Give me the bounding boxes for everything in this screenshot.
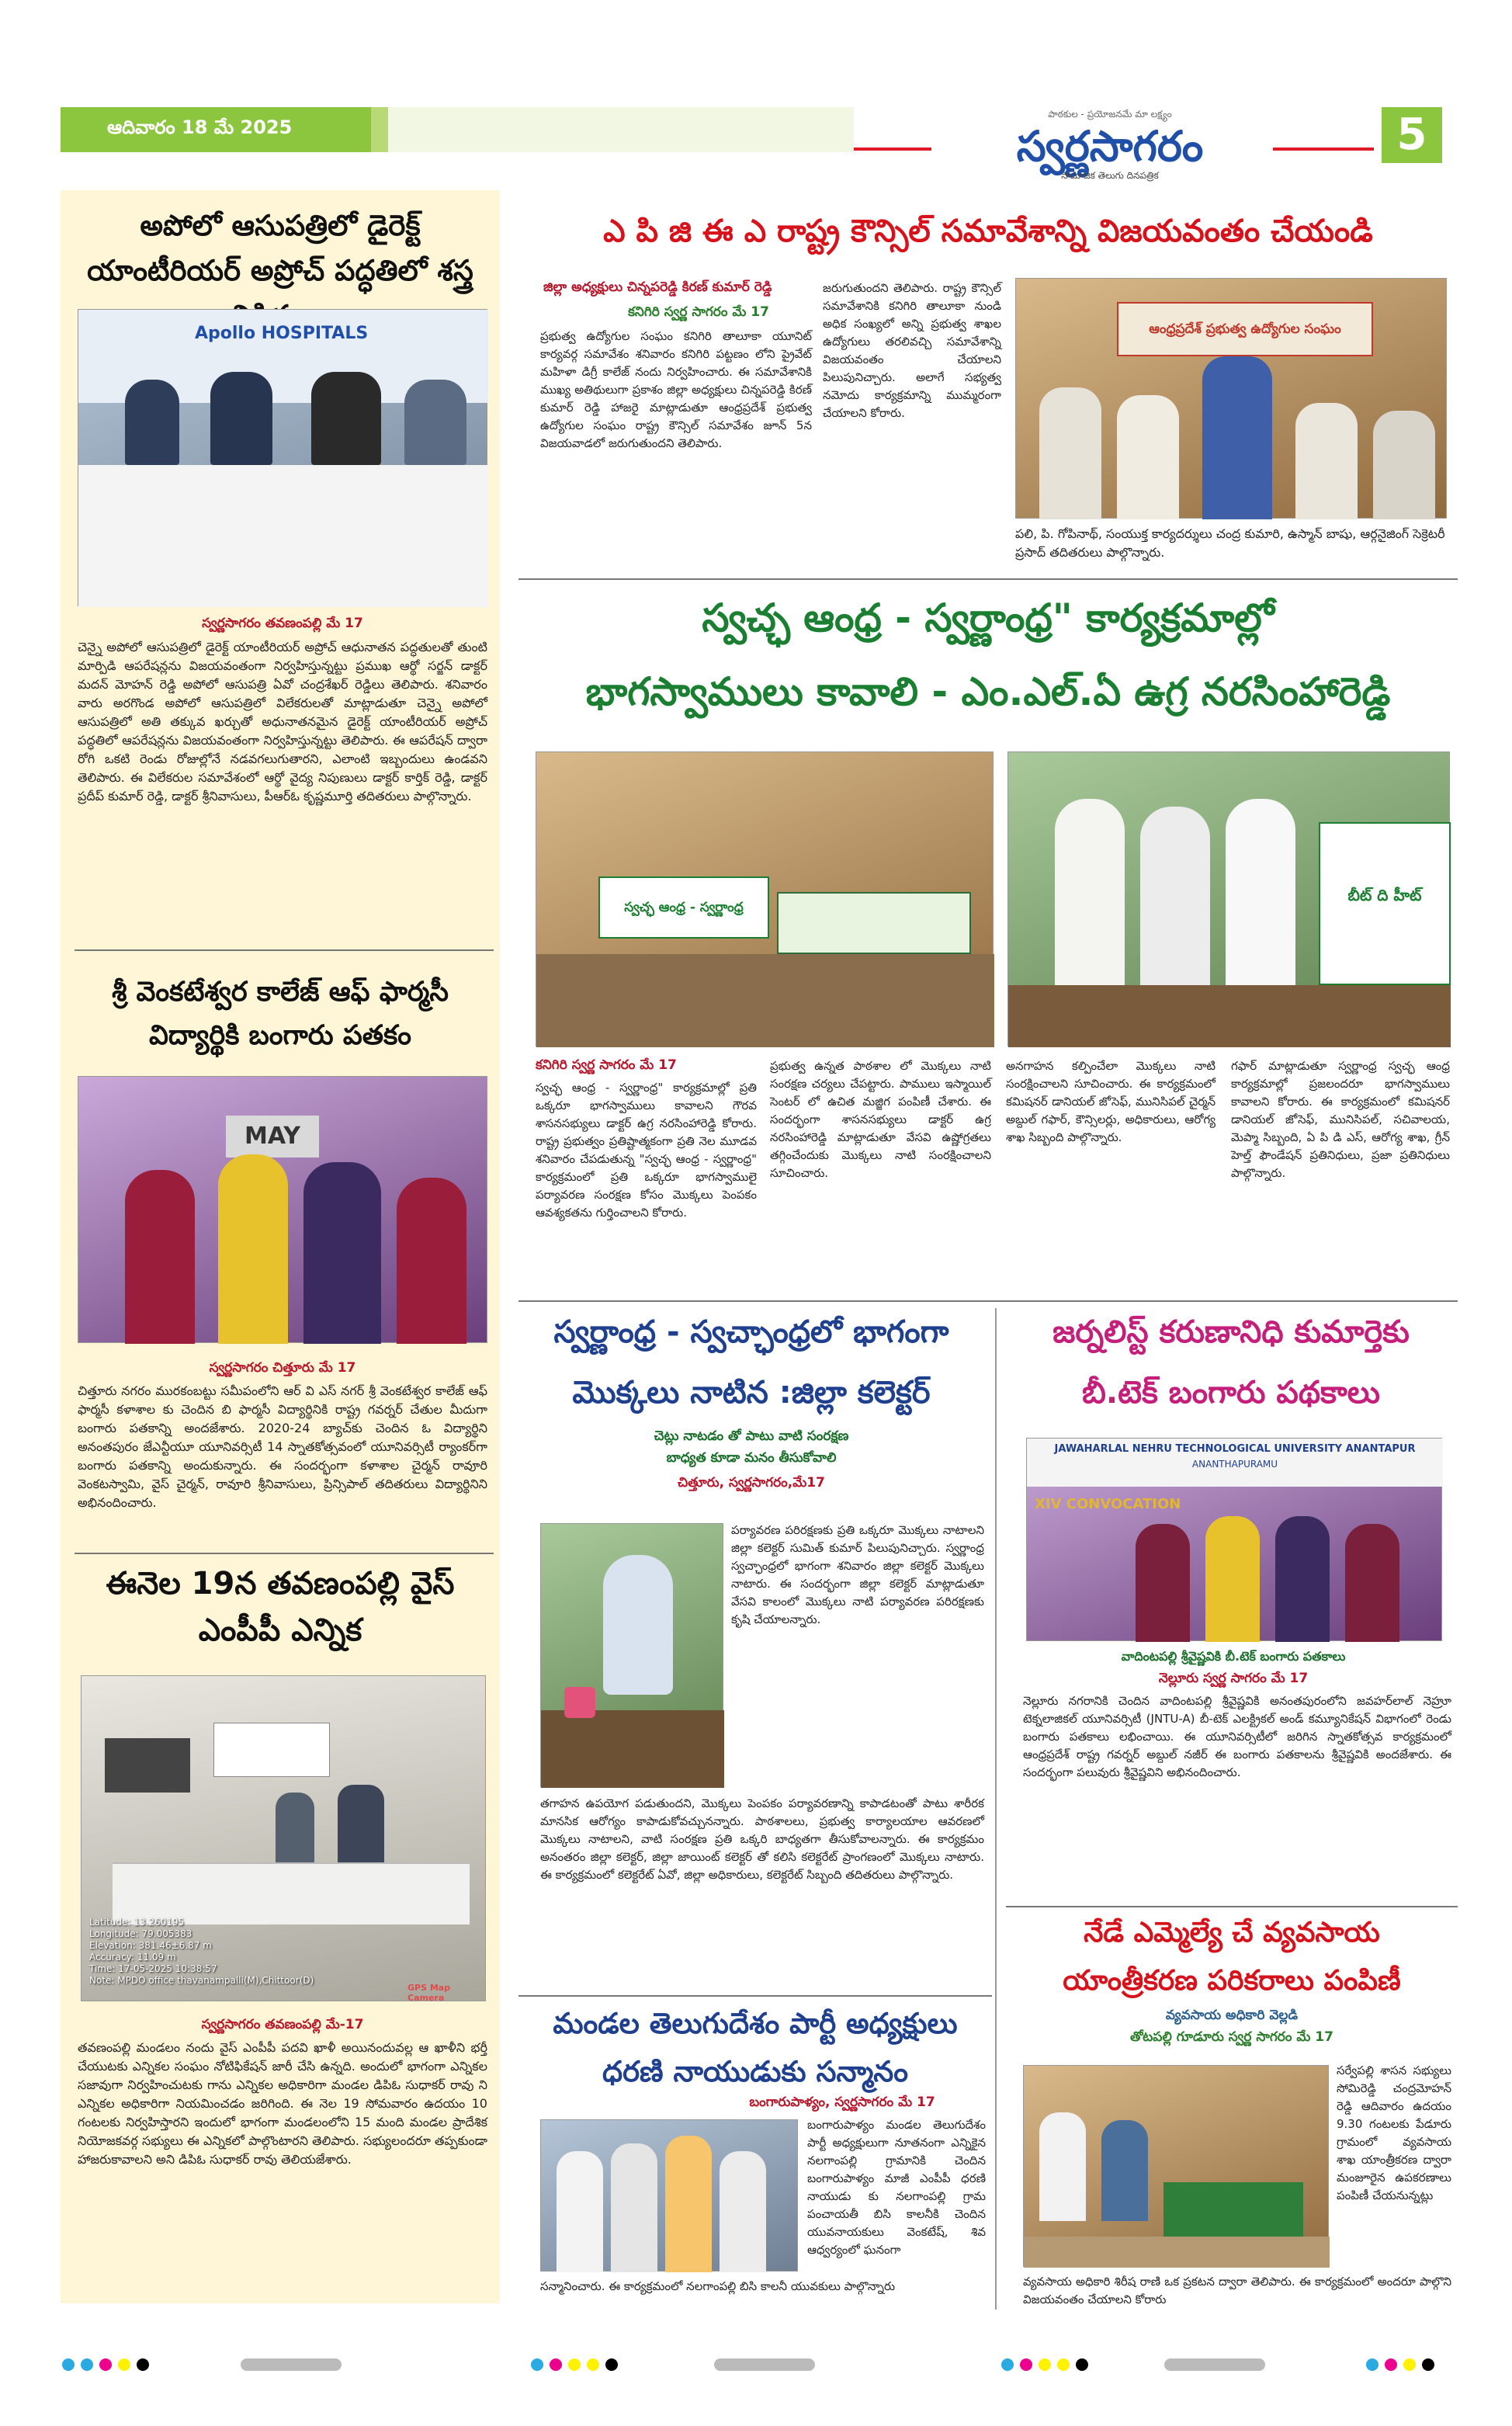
reg-bar [241,2358,342,2371]
reg-dot-magenta [550,2358,562,2371]
reg-dot-cyan [1001,2358,1014,2371]
gps-latitude: Latitude: 13.260195 [89,1917,185,1928]
person-silhouette [1055,799,1125,985]
pharmacy-body: చిత్తూరు నగరం మురకంబట్టు సమీపంలోని ఆర్ వి ఎస్ నగర్ శ్రీ వెంకటేశ్వర కాలేజ్ ఆఫ్ ఫార్మసీ కళాశాల కు చెందిన బి ఫార్మసీ విద్యార్థినికి రాష్ట్ర గవర్నర్ చేతుల మీదుగా బంగారు పతకాన్ని అందజేశారు. 2020-24 బ్యాచ్‌కు చెందిన ఓ విద్యార్థిని అనంతపురం జేఎన్టీయూ యూనివర్సిటీ 14 స్నాతకోత్సవంలో యూనివర్సిటీ ర్యాంకర్‌గా బంగారు పతకాన్ని అందుకున్నారు. ఈ సందర్భంగా కళాశాల చైర్మన్ రావూరి వెంకటస్వామి, వైస్ చైర్మన్, రావూరి శ్రీనివాసులు, ప్రిన్సిపాల్ తదితరులు విద్యార్థినిని అభినందించారు. [78,1383,487,1510]
swachh-body-col3: అనగాహన కల్పించేలా మొక్కలు నాటి సంరక్షించాలని సూచించారు. ఈ కార్యక్రమంలో కమిషనర్ డానియల్ జోసెఫ్, మునిసిపల్ చైర్మన్ అబ్దుల్ గఫార్, కౌన్సిలర్లు, అధికారులు, ఆరోగ్య శాఖ సిబ్బంది పాల్గొన్నారు. [1006,1059,1215,1144]
reg-dot-yellow [1403,2358,1416,2371]
person-silhouette [720,2151,766,2272]
divider [518,1995,992,1997]
gps-time: Time: 17-05-2025 10:38:57 [89,1963,217,1974]
election-body: తవణంపల్లి మండలం నందు వైస్ ఎంపీపీ పదవి ఖాళీ అయినందువల్ల ఆ ఖాళీని భర్తీ చేయుటకు ఎన్నికల సంఘం నోటిఫికేషన్ జారీ చేసి ఉన్నది. అందులో భాగంగా ఎన్నికల సజావుగా నిర్వహించుటకు గాను ఎన్నికల అధికారిగా మండల డిపిఓ సుధాకర్ రావు ని ఎన్నికల అధికారిగా నియమించడం జరిగింది. ఈ నెల 19 సోమవారం ఉదయం 10 గంటలకు నిర్వహిస్తారని ఇందులో భాగంగా మండలంలోని 15 మంది మండల ప్రాదేశిక నియోజకవర్గ సభ్యులు ఈ ఎన్నికలో పాల్గొంటారని తెలిపారు. సభ్యులందరూ తప్పకుండా హాజరుకావాలని అని డిపిఓ సుధాకర్ రావు తెలియజేశారు. [78,2040,487,2167]
rally-banner-secondary [777,892,971,954]
person-silhouette [1373,411,1435,519]
farm-headline-line1: నేడే ఎమ్మెల్యే చే వ్యవసాయ [1084,1917,1380,1949]
person-silhouette [1117,395,1179,519]
election-headline: ఈనెల 19న తవణంపల్లి వైస్ ఎంపీపీ ఎన్నిక [106,1566,455,1648]
divider [518,1300,1458,1302]
council-byline: కనిగిరి స్వర్ణ సాగరం మే 17 [628,304,769,320]
wall-screen [105,1738,190,1793]
reg-dot-cyan [62,2358,75,2371]
ground [1024,2237,1330,2268]
collector-tagline1: చెట్లు నాటడం తో పాటు వాటి సంరక్షణ [654,1428,849,1444]
person-silhouette [210,372,272,465]
farm-body-bottom: వ్యవసాయ అధికారి శిరీష రాణి ఒక ప్రకటన ద్వారా తెలిపారు. ఈ కార్యక్రమంలో అందరూ పాల్గొని విజయవంతం చేయాలని కోరారు [1023,2275,1451,2306]
tdp-headline-line1: మండల తెలుగుదేశం పార్టీ అధ్యక్షులు [553,2007,958,2040]
person-silhouette [311,372,381,465]
person-silhouette [1295,403,1358,519]
person-silhouette [1345,1524,1399,1642]
reg-dot-yellow [1039,2358,1051,2371]
journalist-body: నెల్లూరు నగరానికి చెందిన వాదింటపల్లి శ్రీవైష్ణవికి అనంతపురంలోని జవహర్‌లాల్ నెహ్రూ టెక్నలాజికల్ యూనివర్సిటీ (JNTU-A) బీ-టెక్ ఎలక్ట్రికల్ అండ్ కమ్యూనికేషన్ విభాగంలో రెండు బంగారు పతకాలు లభించాయి. ఈ యూనివర్సిటీలో జరిగిన స్నాతకోత్సవ కార్యక్రమంలో ఆంధ్రప్రదేశ్ రాష్ట్ర గవర్నర్ అబ్దుల్ నజీర్ ఈ బంగారు పతకాలను శ్రీవైష్ణవికి అందజేశారు. ఈ సందర్భంగా పలువురు శ్రీవైష్ణవిని అభినందించారు. [1023,1694,1451,1779]
gps-elevation: Elevation: 381.46±6.87 m [89,1940,212,1951]
tdp-body-bottom: సన్మానించారు. ఈ కార్యక్రమంలో నలగాంపల్లి బిసి కాలనీ యువకులు పాల్గొన్నారు [540,2279,896,2293]
reg-dot-cyan [81,2358,93,2371]
chairs-row [113,1862,470,1924]
journalist-photo-caption: వాదింటపల్లి శ్రీవైష్ణవికి బీ.టెక్ బంగారు పతకాలు [1121,1649,1346,1664]
reg-dot-cyan [531,2358,543,2371]
person-silhouette [1039,387,1101,519]
convocation-label: XIV CONVOCATION [1035,1496,1181,1512]
soil [1008,985,1451,1047]
election-office-photo [81,1675,486,2001]
gps-accuracy: Accuracy: 11.09 m [89,1952,176,1963]
council-meeting-photo [1015,278,1447,519]
collector-tagline2: బాధ్యత కూడా మనం తీసుకోవాలి [666,1450,837,1466]
header-red-rule-left [854,148,931,151]
pharmacy-headline: శ్రీ వెంకటేశ్వర కాలేజ్ ఆఫ్ ఫార్మసీ విద్యార్థికి బంగారు పతకం [112,977,449,1051]
masthead-tagline: పాఠకుల - ప్రయోజనమే మా లక్ష్యం [1048,109,1172,120]
person-silhouette [1202,356,1272,519]
collector-headline-line2: మొక్కలు నాటిన :జిల్లా కలెక్టర్ [572,1375,931,1411]
reg-dot-magenta [1020,2358,1032,2371]
masthead [947,109,1273,179]
reg-dot-cyan [1366,2358,1378,2371]
planting-banner: బీట్ ది హీట్ [1319,822,1451,985]
collector-planting-photo [540,1523,723,1787]
person-silhouette [218,1154,288,1344]
person-silhouette [1140,807,1210,985]
collector-byline: చిత్తూరు, స్వర్ణసాగరం,మే17 [678,1475,825,1491]
council-headline: ఎ పి జి ఈ ఎ రాష్ట్ర కౌన్సిల్ సమావేశాన్ని విజయవంతం చేయండి [603,213,1373,249]
apollo-table [78,465,488,607]
person-silhouette [557,2151,603,2272]
reg-dot-black [605,2358,618,2371]
divider [1006,1906,1458,1907]
reg-dot-magenta [1385,2358,1397,2371]
collector-headline-line1: స్వర్ణాంధ్ర - స్వచ్ఛాంధ్రలో భాగంగా [553,1314,949,1350]
collector-body-full: తగాహన ఉపయోగ పడుతుందని, మొక్కలు పెంపకం పర్యావరణాన్ని కాపాడటంతో పాటు శారీరక మానసిక ఆరోగ్యం కాపాడుకోవచ్చునన్నారు. పాఠశాలలు, ప్రభుత్వ కార్యాలయాల ఆవరణలో మొక్కలు నాటాలని, వాటి సంరక్షణ ప్రతి ఒక్కరి బాధ్యతగా తీసుకోవాలన్నారు. ఈ కార్యక్రమం అనంతరం జిల్లా కలెక్టర్, జిల్లా జాయింట్ కలెక్టర్ తో కలిసి కలెక్టరేట్ ప్రాంగణంలో మొక్కలు నాటారు. ఈ కార్యక్రమంలో కలెక్టరేట్ ఏవో, జిల్లా అధికారులు, కలెక్టరేట్ సిబ్బంది తదితరులు పాల్గొన్నారు. [540,1796,984,1882]
reg-dot-black [137,2358,149,2371]
person-silhouette [665,2136,712,2272]
gps-longitude: Longitude: 79.005383 [89,1928,192,1939]
header-red-rule-right [1273,148,1374,151]
person-silhouette [1039,2112,1086,2221]
apollo-byline: స్వర్ణసాగరం తవణంపల్లి మే 17 [202,616,363,631]
swachh-body-col1: స్వచ్ఛ ఆంధ్ర - స్వర్ణాంధ్ర" కార్యక్రమాల్లో ప్రతి ఒక్కరూ భాగస్వాములు కావాలని గౌరవ శాసనసభ్యులు డాక్టర్ ఉగ్ర నరసింహారెడ్డి కోరారు. రాష్ట్ర ప్రభుత్వం ప్రతిష్టాత్మకంగా ప్రతి నెల మూడవ శనివారం చేపడుతున్న "స్వచ్ఛ ఆంధ్ర - స్వర్ణాంధ్ర" కార్యక్రమంలో ప్రతి ఒక్కరూ భాగస్వాములై పర్యావరణ సంరక్షణ కోసం మొక్కలు పెంపకం ఆవశ్యకతను గుర్తించాలని కోరారు. [536,1081,757,1220]
tdp-felicitation-photo [540,2119,798,2272]
person-silhouette [611,2143,657,2272]
divider [75,1553,494,1554]
swachh-headline-line2: భాగస్వాములు కావాలి - ఎం.ఎల్.ఏ ఉగ్ర నరసింహారెడ్డి [585,669,1391,714]
person-silhouette [1101,2120,1148,2221]
journalist-convocation-photo [1026,1438,1442,1641]
pharmacy-byline: స్వర్ణసాగరం చిత్తూరు మే 17 [209,1360,356,1376]
reg-dot-yellow [1057,2358,1070,2371]
journalist-byline: నెల్లూరు స్వర్ణ సాగరం మే 17 [1158,1671,1309,1686]
university-name: JAWAHARLAL NEHRU TECHNOLOGICAL UNIVERSITY ANANTAPUR [1054,1443,1416,1455]
apollo-headline: అపోలో ఆసుపత్రిలో డైరెక్ట్ యాంటీరియర్ అప్రోచ్ పద్ధతిలో శస్త్ర [87,209,473,287]
reg-dot-yellow [587,2358,599,2371]
reg-dot-yellow [118,2358,130,2371]
reg-bar [714,2358,815,2371]
apollo-logo-text: Apollo HOSPITALS [195,324,369,343]
header-accent-bar-light [388,107,854,152]
council-body-col1: ప్రభుత్వ ఉద్యోగుల సంఘం కనిగిరి తాలూకా యూనిట్ కార్యవర్గ సమావేశం శనివారం కనిగిరి పట్టణం లోని ప్రైవేట్ మహిళా డిగ్రీ కాలేజ్ నందు నిర్వహించారు. ఈ సమావేశానికి ముఖ్య అతిథులుగా ప్రకాశం జిల్లా అధ్యక్షులు చిన్నపరెడ్డి కిరణ్ కుమార్ రెడ్డి హాజరై మాట్లాడుతూ ఆంధ్రప్రదేశ్ ప్రభుత్వ ఉద్యోగుల సంఘం రాష్ట్ర కౌన్సిల్ సమావేశం జూన్ 5న విజయవాడలో జరుగుతుందని తెలిపారు. [540,329,812,450]
council-body-col2: జరుగుతుందని తెలిపారు. రాష్ట్ర కౌన్సిల్ సమావేశానికి కనిగిరి తాలూకా నుండి అధిక సంఖ్యలో అన్ని ప్రభుత్వ శాఖల ఉద్యోగులు తరలివచ్చి సమావేశాన్ని విజయవంతం చేయాలని పిలుపునిచ్చారు. అలాగే సభ్యత్వ నమోదు కార్యక్రమాన్ని ముమ్మరంగా చేయాలని కోరారు. [823,281,1001,420]
person-silhouette [303,1162,381,1344]
swachh-byline: కనిగిరి స్వర్ణ సాగరం మే 17 [536,1057,677,1073]
person-silhouette [125,1170,195,1344]
election-byline: స్వర్ణసాగరం తవణంపల్లి మే-17 [201,2017,364,2032]
reg-dot-magenta [99,2358,112,2371]
swachh-body-col4: గఫార్ మాట్లాడుతూ స్వర్ణాంధ్ర స్వచ్ఛ ఆంధ్ర కార్యక్రమాల్లో ప్రజలందరూ భాగస్వాములు కావాలని కోరారు. ఈ కార్యక్రమంలో కమిషనర్ డానియల్ జోసెఫ్, మునిసిపల్, సచివాలయ, మెప్మా సిబ్బంది, ఏ పి డి ఎస్, ఆరోగ్య శాఖ, గ్రీన్ హెల్త్ ఫౌండేషన్ ప్రతినిధులు, ప్రజా ప్రతినిధులు పాల్గొన్నారు. [1231,1059,1450,1180]
swachh-headline-line1: స్వచ్ఛ ఆంధ్ర - స్వర్ణాంధ్ర" కార్యక్రమాల్లో [702,595,1274,640]
tdp-byline: బంగారుపాళ్యం, స్వర్ణసాగరం మే 17 [749,2095,935,2110]
farm-subhead: వ్యవసాయ అధికారి వెల్లడి [1165,2008,1299,2023]
masthead-subtitle: సామాజిక తెలుగు దినపత్రిక [1061,170,1159,181]
person-silhouette [404,380,466,465]
person-silhouette [1136,1524,1190,1642]
person-silhouette [125,380,179,465]
wall-board [213,1723,330,1777]
pharmacy-convocation-photo [78,1076,487,1343]
convocation-banner: MAY [226,1116,319,1157]
journalist-headline-line2: బీ.టెక్ బంగారు పథకాలు [1082,1375,1380,1411]
farm-headline-line2: యాంత్రీకరణ పరికరాలు పంపిణీ [1063,1965,1401,1997]
gps-brand: GPS Map Camera [407,1983,451,2003]
gps-note: Note: MPDO office thavanampalli(M),Chittoor(D) [89,1975,314,1986]
reg-bar [1164,2358,1265,2371]
divider [518,578,1458,580]
reg-dot-black [1076,2358,1088,2371]
header-accent-bar [371,107,388,152]
soil [541,1710,724,1788]
column-divider [995,1308,997,2310]
crowd [536,954,994,1047]
journalist-headline-line1: జర్నలిస్ట్ కరుణానిధి కుమార్తెకు [1053,1314,1410,1350]
watering-can [564,1687,595,1718]
tdp-headline-line2: ధరణి నాయుడుకు సన్మానం [602,2055,909,2088]
person-silhouette [1205,1516,1260,1642]
swachh-rally-photo [536,751,994,1046]
page-number: 5 [1382,107,1442,163]
reg-dot-black [1422,2358,1434,2371]
university-city: ANANTHAPURAMU [1191,1459,1278,1470]
apollo-press-photo [78,309,487,606]
gps-overlay [89,1917,322,1987]
divider [75,949,494,951]
person-silhouette [603,1555,673,1695]
farm-equipment-photo [1023,2065,1329,2267]
collector-body-right: పర్యావరణ పరిరక్షణకు ప్రతి ఒక్కరూ మొక్కలు నాటాలని జిల్లా కలెక్టర్ సుమిత్ కుమార్ పిలుపునిచ్చారు. స్వర్ణాంధ్ర స్వచ్ఛాంధ్రలో భాగంగా శనివారం జిల్లా కలెక్టర్ మొక్కలు నాటారు. ఈ సందర్భంగా జిల్లా కలెక్టర్ మాట్లాడుతూ వేసవి కాలంలో మొక్కలు నాటి పర్యావరణ పరిరక్షణకు కృషి చేయాలన్నారు. [731,1523,984,1626]
person-silhouette [1226,799,1295,985]
council-photo-caption: పలి, పి. గోపినాథ్, సంయుక్త కార్యదర్శులు చంద్ర కుమారి, ఉస్మాన్ బాషు, ఆర్గనైజింగ్ సెక్రెటరీ ప్రసాద్ తదితరులు పాల్గొన్నారు. [1015,526,1445,560]
reg-dot-yellow [568,2358,581,2371]
swachh-body-col2: ప్రభుత్వ ఉన్నత పాఠశాల లో మొక్కలు నాటి సంరక్షణ చర్యలు చేపట్టారు. పాములు ఇస్మాయిల్ సెంటర్ లో ఉచిత మజ్జిగ పంపిణీ చేశారు. ఈ సందర్భంగా శాసనసభ్యులు డాక్టర్ ఉగ్ర నరసింహారెడ్డి మాట్లాడుతూ వేసవి ఉష్ణోగ్రతలు తగ్గించేందుకు మొక్కలు నాటి సంరక్షించాలని సూచించారు. [770,1059,991,1180]
swachh-planting-photo [1007,751,1450,1046]
tdp-body-right: బంగారుపాళ్యం మండల తెలుగుదేశం పార్టీ అధ్యక్షులుగా నూతనంగా ఎన్నికైన నలగాంపల్లి గ్రామానికి చెందిన బంగారుపాళ్యం మాజీ ఎంపీపీ ధరణి నాయుడు కు నలగాంపల్లి గ్రామ పంచాయతీ బిసి కాలనీకి చెందిన యువనాయకులు వెంకటేష్, శివ ఆధ్వర్యంలో ఘనంగా [807,2118,986,2257]
farm-machine [1163,2182,1303,2237]
person-silhouette [397,1178,466,1344]
farm-byline: తోటపల్లి గూడూరు స్వర్ణ సాగరం మే 17 [1130,2029,1333,2045]
rally-banner: స్వచ్ఛ ఆంధ్ర - స్వర్ణాంధ్ర [598,876,769,939]
masthead-title: స్వర్ణసాగరం [1016,121,1204,171]
apollo-body: చెన్నై అపోలో ఆసుపత్రిలో డైరెక్ట్ యాంటీరియర్ అప్రోచ్ ఆధునాతన పద్ధతులతో తుంటి మార్పిడి ఆపరేషన్లను విజయవంతంగా నిర్వహిస్తున్నట్టు ప్రముఖ ఆర్థో సర్జన్ డాక్టర్ మదన్ మోహన్ రెడ్డి అపోలో ఆసుపత్రి ఏవో చంద్రశేఖర్ రెడ్డిలు తెలిపారు. శనివారం వారు అరగొండ అపోలో ఆసుపత్రిలో విలేకరులతో మాట్లాడుతూ చెన్నై అపోలో ఆసుపత్రిలో అతి తక్కువ ఖర్చుతో అధునాతనమైన డైరెక్ట్ యాంటీరియర్ అప్రోచ్ పద్ధతిలో ఆపరేషన్లను విజయవంతంగా నిర్వహిస్తున్నట్టు తెలిపారు. ఈ ఆపరేషన్ ద్వారా రోగి ఒకటి రెండు రోజుల్లోనే నడవగలుగుతారని, ఎలాంటి ఇబ్బందులు ఉండవని తెలిపారు. ఈ విలేకరుల సమావేశంలో ఆర్థో వైద్య నిపుణులు డాక్టర్ కార్తిక్ రెడ్డి, డాక్టర్ ప్రదీప్ కుమార్ రెడ్డి, డాక్టర్ శ్రీనివాసులు, పీఆర్‌ఓ కృష్ణమూర్తి తదితరులు పాల్గొన్నారు. [78,640,487,803]
council-subhead: జిల్లా అధ్యక్షులు చిన్నపరెడ్డి కిరణ్ కుమార్ రెడ్డి [543,279,772,295]
person-silhouette [1275,1516,1330,1642]
header-date: ఆదివారం 18 మే 2025 [107,116,293,138]
farm-body-right: సర్వేపల్లి శాసన సభ్యులు సోమిరెడ్డి చంద్రమోహన్ రెడ్డి ఆదివారం ఉదయం 9.30 గంటలకు పేడూరు గ్రామంలో వ్యవసాయ శాఖ యాంత్రీకరణ ద్వారా మంజూరైన ఉపకరణాలు పంపిణీ చేయనున్నట్లు [1337,2063,1451,2202]
council-banner: ఆంధ్రప్రదేశ్ ప్రభుత్వ ఉద్యోగుల సంఘం [1117,302,1373,356]
